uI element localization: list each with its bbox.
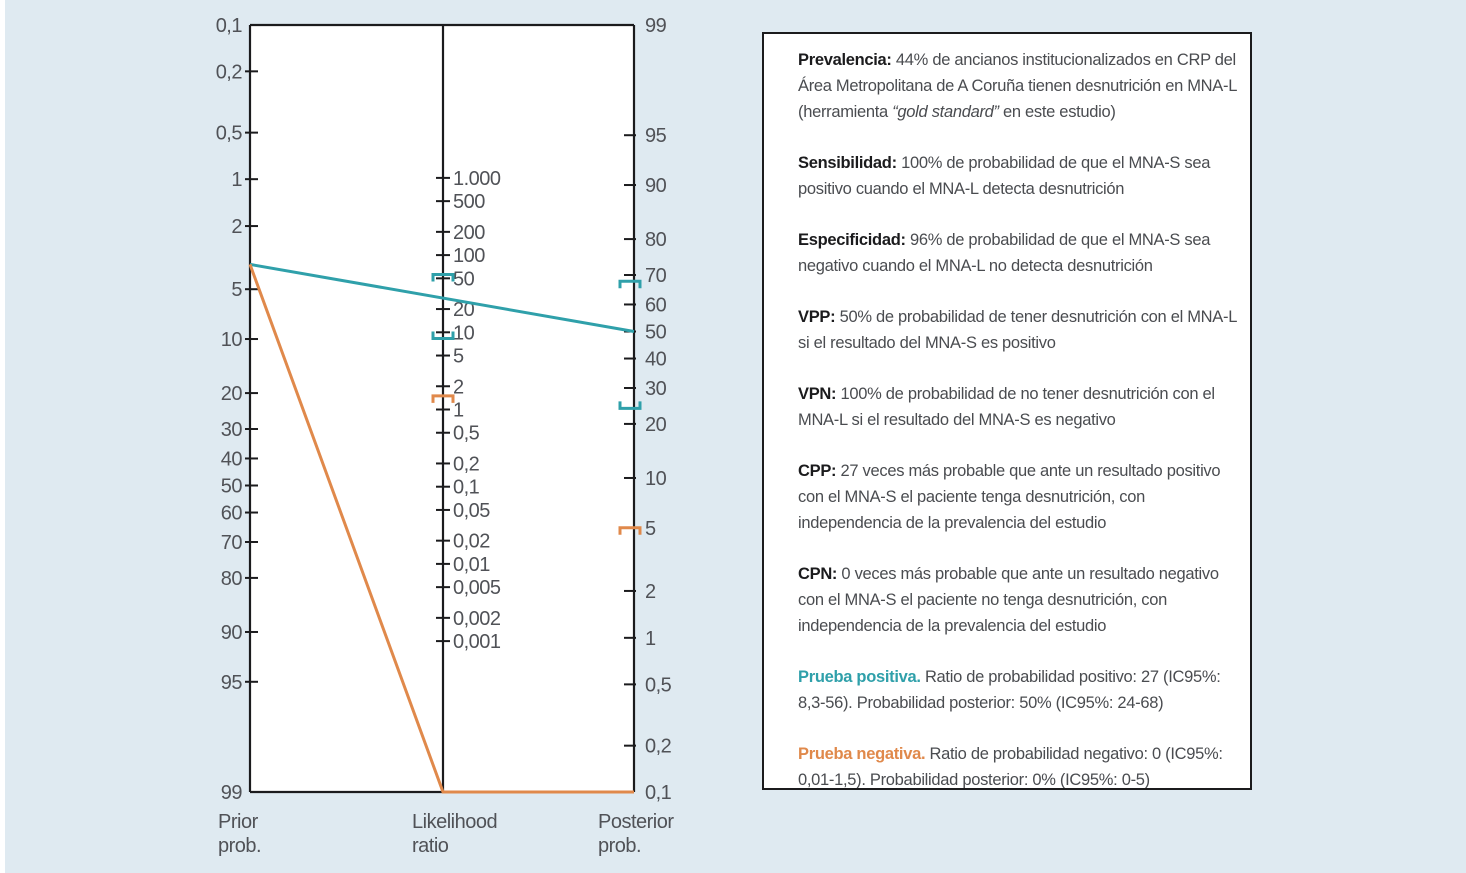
info-term-label: CPP: [798,462,837,480]
info-text: Ratio de probabilidad negativo: 0 (IC95%: 0,01-1,5). Probabilidad posterior: 0% (IC95%: 0-5) [798,745,1223,789]
info-term-label: Prueba negativa. [798,745,926,763]
info-text: “gold standard” [892,103,999,121]
lr-tick-label: 0,1 [453,476,480,499]
posterior-tick-label: 20 [645,413,667,436]
lr-tick-label: 0,005 [453,577,501,600]
lr-tick-label: 1.000 [453,167,501,190]
posterior-tick-label: 5 [645,517,656,540]
posterior-tick-label: 10 [645,467,667,490]
info-term-label: VPP: [798,308,836,326]
lr-tick-label: 50 [453,268,475,291]
prior-tick-label: 2 [231,216,242,239]
info-paragraph [798,561,1242,639]
info-text: 96% de probabilidad de que el MNA-S sea negativo cuando el MNA-L no detecta desnutrición [798,231,1211,275]
prior-tick-label: 40 [220,448,242,471]
info-term-label: Sensibilidad: [798,154,897,172]
info-term-label: Especificidad: [798,231,906,249]
lr-tick-label: 10 [453,322,475,345]
prior-tick-label: 0,5 [215,122,242,145]
prior-tick-label: 70 [220,531,242,554]
prior-tick-label: 99 [220,781,242,804]
posterior-axis-label: Posterior prob. [598,811,674,857]
info-text: 0 veces más probable que ante un resultado negativo con el MNA-S el paciente no tenga desnutrición, con independencia de la prevalencia del estudio [798,565,1219,635]
info-text: 50% de probabilidad de tener desnutrición con el MNA-L si el resultado del MNA-S es positivo [798,308,1237,352]
info-paragraph [798,47,1242,125]
posterior-tick-label: 90 [645,175,667,198]
info-text: Ratio de probabilidad positivo: 27 (IC95%: 8,3-56). Probabilidad posterior: 50% (IC95%: 24-68) [798,668,1221,712]
posterior-tick-label: 30 [645,377,667,400]
prior-tick-label: 0,2 [215,61,242,84]
prior-tick-label: 50 [220,475,242,498]
info-term-label: Prevalencia: [798,51,892,69]
info-paragraph [798,304,1242,356]
lr-tick-label: 0,05 [453,499,490,522]
info-panel [762,32,1252,790]
prior-axis-label: Prior prob. [218,811,262,857]
prior-tick-label: 0,1 [215,15,242,38]
prior-tick-label: 10 [220,329,242,352]
lr-tick-label: 100 [453,245,485,268]
posterior-tick-label: 50 [645,321,667,344]
info-paragraph [798,150,1242,202]
prior-tick-label: 5 [231,279,242,302]
prior-tick-label: 90 [220,621,242,644]
posterior-tick-label: 99 [645,15,667,38]
lr-tick-label: 0,001 [453,631,501,654]
lr-tick-label: 0,002 [453,607,501,630]
lr-tick-label: 2 [453,376,464,399]
posterior-tick-label: 70 [645,265,667,288]
info-paragraph [798,458,1242,536]
info-term-label: Prueba positiva. [798,668,921,686]
lr-tick-label: 0,01 [453,553,490,576]
info-paragraph [798,741,1242,790]
lr-tick-label: 20 [453,299,475,322]
lr-axis-label: Likelihood ratio [412,811,498,857]
posterior-tick-label: 0,5 [645,674,672,697]
lr-tick-label: 0,5 [453,422,480,445]
lr-tick-label: 5 [453,345,464,368]
posterior-tick-label: 1 [645,627,656,650]
prior-tick-label: 80 [220,567,242,590]
posterior-tick-label: 80 [645,229,667,252]
lr-tick-label: 200 [453,221,485,244]
posterior-tick-label: 0,2 [645,735,672,758]
info-paragraph [798,227,1242,279]
prior-tick-label: 20 [220,383,242,406]
prior-tick-label: 95 [220,671,242,694]
info-text: en este estudio) [998,103,1116,121]
prior-tick-label: 1 [231,169,242,192]
lr-tick-label: 0,2 [453,453,480,476]
posterior-tick-label: 40 [645,348,667,371]
posterior-tick-label: 2 [645,580,656,603]
prior-tick-label: 60 [220,502,242,525]
info-text: 27 veces más probable que ante un resultado positivo con el MNA-S el paciente tenga desnutrición, con independencia de la prevalencia del estudio [798,462,1221,532]
info-term-label: CPN: [798,565,838,583]
lr-tick-label: 0,02 [453,530,490,553]
prior-tick-label: 30 [220,419,242,442]
info-paragraph [798,664,1242,716]
info-text: 100% de probabilidad de que el MNA-S sea positivo cuando el MNA-L detecta desnutrición [798,154,1211,198]
info-term-label: VPN: [798,385,837,403]
posterior-tick-label: 0,1 [645,781,672,804]
info-text: 100% de probabilidad de no tener desnutrición con el MNA-L si el resultado del MNA-S es negativo [798,385,1215,429]
info-paragraph [798,381,1242,433]
posterior-tick-label: 95 [645,125,667,148]
info-text: 44% de ancianos institucionalizados en CRP del Área Metropolitana de A Coruña tienen desnutrición en MNA-L (herramienta [798,51,1237,121]
posterior-tick-label: 60 [645,294,667,317]
lr-tick-label: 500 [453,191,485,214]
lr-tick-label: 1 [453,399,464,422]
